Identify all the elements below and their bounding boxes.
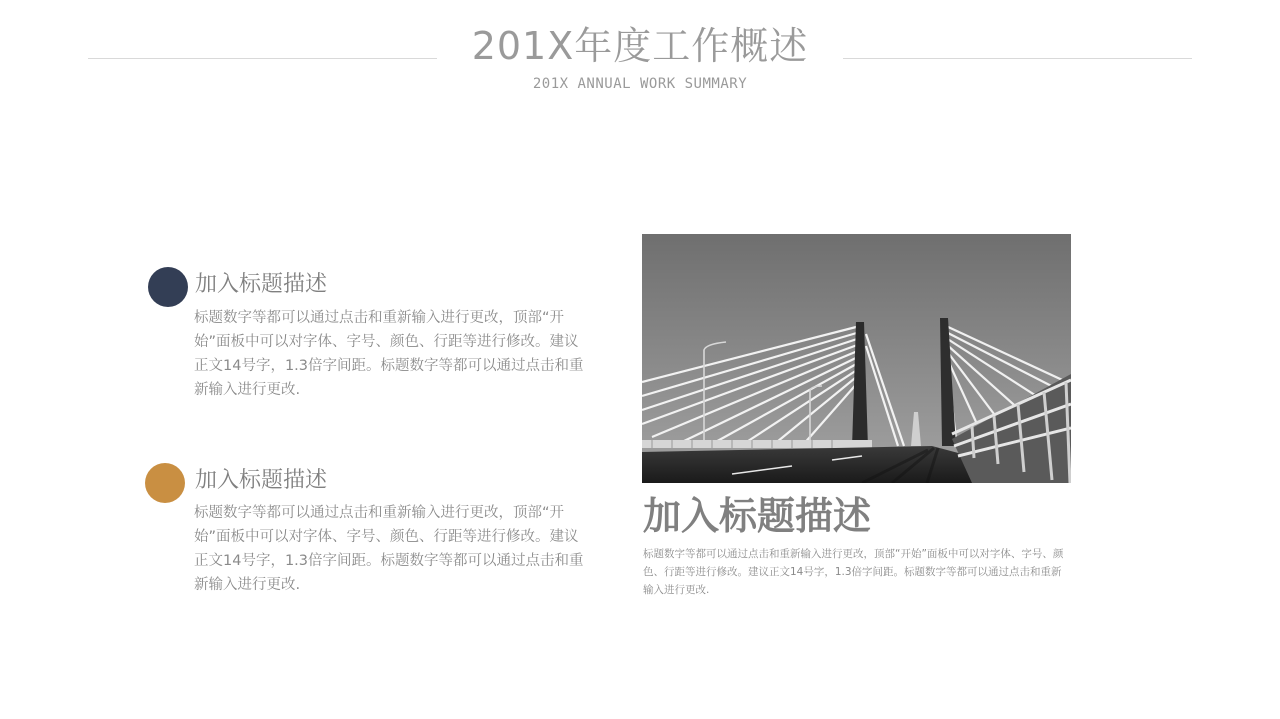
item-1-body: 标题数字等都可以通过点击和重新输入进行更改，顶部“开始”面板中可以对字体、字号、颜色、行距等进行修改。建议正文14号字，1.3倍字间距。标题数字等都可以通过点击和重新输入进行更改.	[194, 310, 584, 398]
item-1-heading: 加入标题描述	[195, 272, 328, 297]
item-2-body: 标题数字等都可以通过点击和重新输入进行更改，顶部“开始”面板中可以对字体、字号、颜色、行距等进行修改。建议正文14号字，1.3倍字间距。标题数字等都可以通过点击和重新输入进行更改.	[194, 505, 584, 593]
item-1-dot-icon	[148, 267, 188, 307]
item-2-heading: 加入标题描述	[195, 468, 328, 493]
feature-body: 标题数字等都可以通过点击和重新输入进行更改，顶部“开始”面板中可以对字体、字号、颜色、行距等进行修改。建议正文14号字，1.3倍字间距。标题数字等都可以通过点击和重新输入进行更改.	[643, 548, 1064, 596]
header-rule-right	[843, 58, 1192, 59]
page-subtitle: 201X ANNUAL WORK SUMMARY	[532, 76, 748, 92]
header-rule-left	[88, 58, 437, 59]
item-2-dot-icon	[145, 463, 185, 503]
feature-heading: 加入标题描述	[643, 494, 872, 538]
bridge-photo	[642, 234, 1071, 483]
page-title: 201X年度工作概述	[471, 24, 809, 68]
